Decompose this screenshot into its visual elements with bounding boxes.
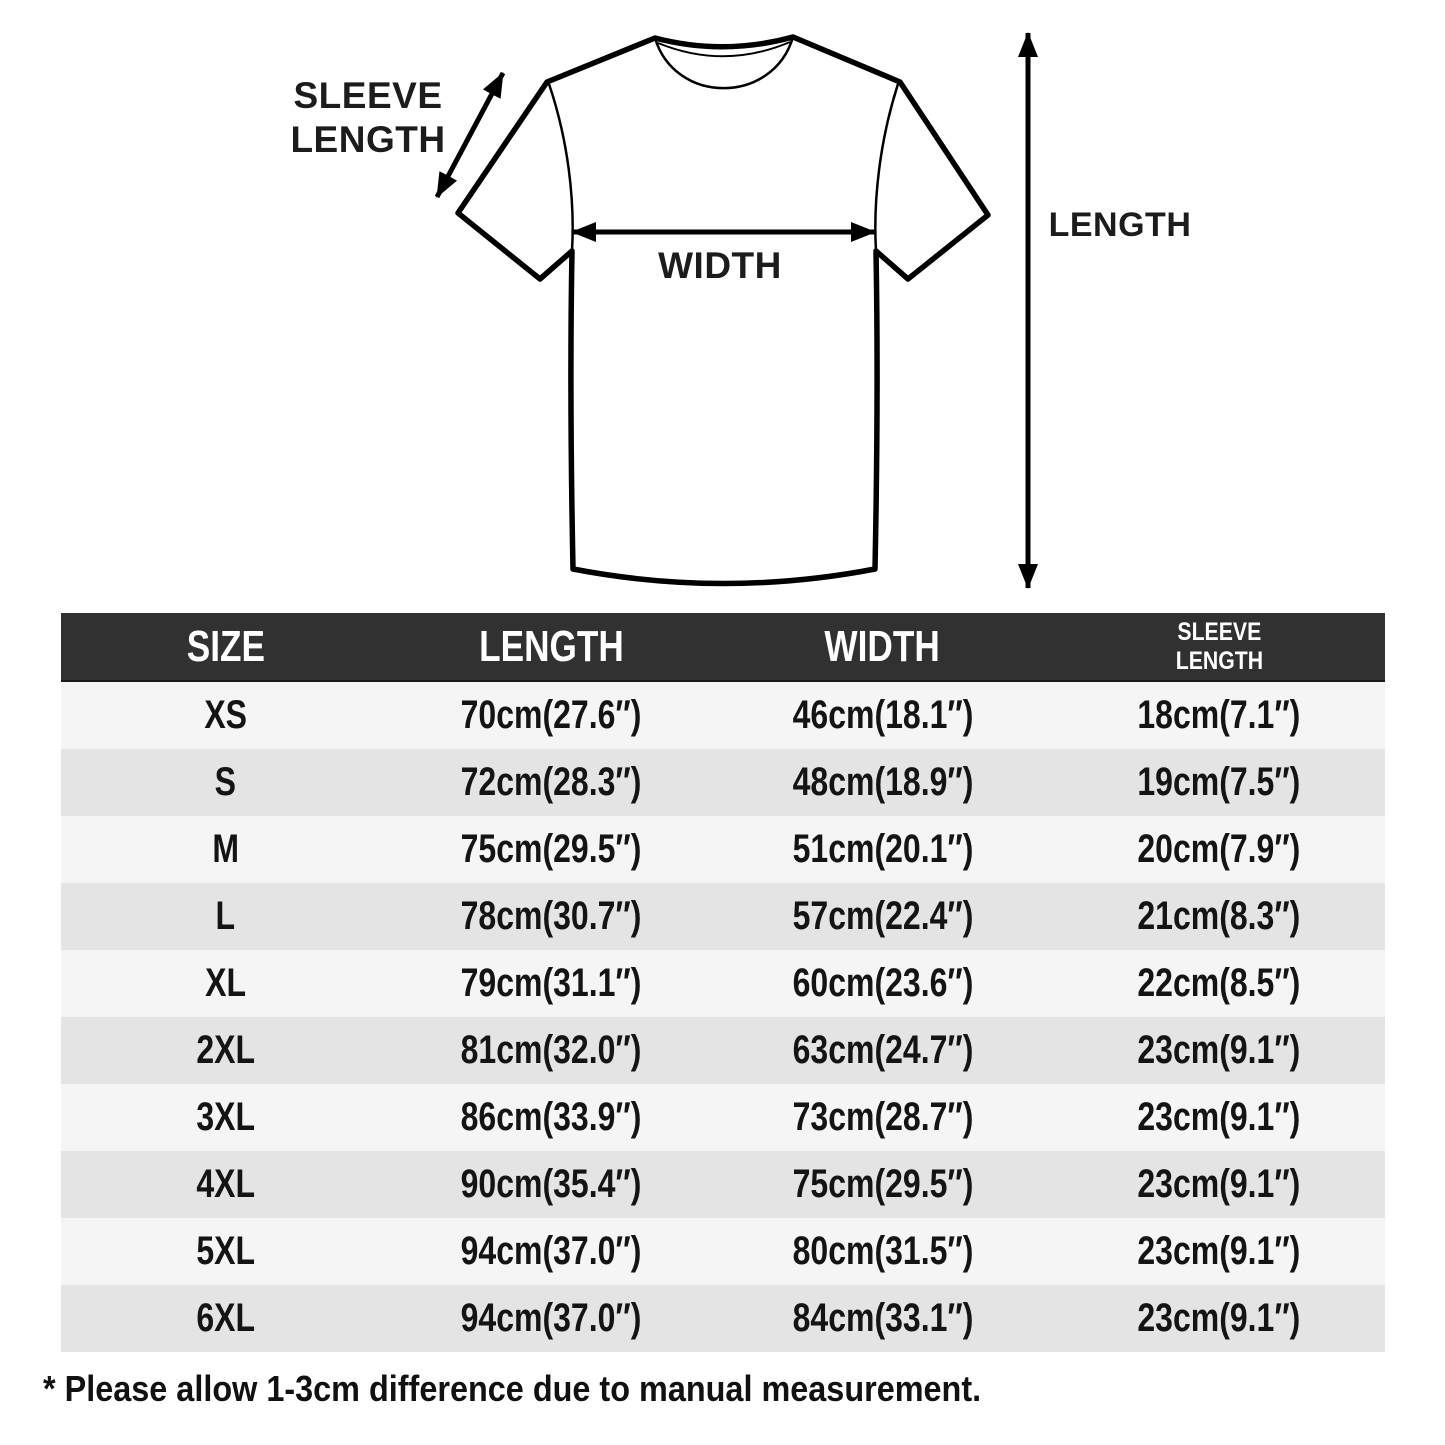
table-row <box>61 950 1385 1017</box>
table-row <box>61 1218 1385 1285</box>
cell-width: 84cm(33.1″) <box>792 1296 973 1340</box>
cell-sleeve: 23cm(9.1″) <box>1137 1296 1301 1340</box>
cell-width: 63cm(24.7″) <box>792 1028 973 1072</box>
cell-length: 75cm(29.5″) <box>460 827 642 871</box>
cell-length: 94cm(37.0″) <box>460 1229 642 1273</box>
cell-length: 90cm(35.4″) <box>460 1162 642 1206</box>
cell-sleeve: 20cm(7.9″) <box>1137 827 1301 871</box>
cell-size: 5XL <box>196 1229 255 1273</box>
tshirt-measurement-diagram <box>0 0 1445 613</box>
cell-size: M <box>212 827 239 871</box>
cell-sleeve: 23cm(9.1″) <box>1137 1229 1301 1273</box>
cell-length: 79cm(31.1″) <box>460 961 642 1005</box>
sleeve-length-label-line1: SLEEVE <box>293 75 443 116</box>
cell-sleeve: 23cm(9.1″) <box>1137 1095 1301 1139</box>
cell-length: 78cm(30.7″) <box>460 894 642 938</box>
cell-length: 72cm(28.3″) <box>460 760 642 804</box>
cell-width: 57cm(22.4″) <box>792 894 973 938</box>
tshirt-body-outline <box>458 37 988 584</box>
cell-length: 70cm(27.6″) <box>460 693 642 737</box>
cell-sleeve: 21cm(8.3″) <box>1137 894 1301 938</box>
table-row <box>61 1084 1385 1151</box>
table-row <box>61 816 1385 883</box>
table-row <box>61 883 1385 950</box>
cell-length: 94cm(37.0″) <box>460 1296 642 1340</box>
cell-sleeve: 19cm(7.5″) <box>1137 760 1301 804</box>
measurement-footnote: * Please allow 1-3cm difference due to manual measurement. <box>43 1368 982 1409</box>
cell-sleeve: 18cm(7.1″) <box>1137 693 1301 737</box>
cell-sleeve: 22cm(8.5″) <box>1137 961 1301 1005</box>
cell-sleeve: 23cm(9.1″) <box>1137 1028 1301 1072</box>
cell-width: 51cm(20.1″) <box>792 827 973 871</box>
table-row <box>61 749 1385 816</box>
width-label: WIDTH <box>658 245 782 286</box>
cell-size: S <box>214 760 237 804</box>
header-size: SIZE <box>186 621 265 671</box>
cell-width: 60cm(23.6″) <box>792 961 973 1005</box>
cell-size: 2XL <box>196 1028 255 1072</box>
cell-size: 4XL <box>196 1162 255 1206</box>
table-row <box>61 1017 1385 1084</box>
table-header-row <box>61 613 1385 682</box>
cell-size: 3XL <box>196 1095 255 1139</box>
tshirt-outline-drawing <box>0 0 1445 613</box>
cell-size: XL <box>205 961 246 1005</box>
cell-width: 48cm(18.9″) <box>792 760 973 804</box>
length-label: LENGTH <box>1048 206 1192 244</box>
sleeve-length-label-line2: LENGTH <box>290 119 446 160</box>
cell-size: XS <box>204 693 247 737</box>
cell-length: 86cm(33.9″) <box>460 1095 642 1139</box>
cell-width: 80cm(31.5″) <box>792 1229 973 1273</box>
cell-width: 46cm(18.1″) <box>792 693 973 737</box>
cell-length: 81cm(32.0″) <box>460 1028 642 1072</box>
cell-size: 6XL <box>196 1296 255 1340</box>
table-row <box>61 1285 1385 1352</box>
cell-size: L <box>215 894 236 938</box>
sleeve-length-label <box>240 74 496 162</box>
header-sleeve-length: SLEEVE LENGTH <box>1175 617 1263 675</box>
table-row <box>61 682 1385 749</box>
cell-sleeve: 23cm(9.1″) <box>1137 1162 1301 1206</box>
cell-width: 75cm(29.5″) <box>792 1162 973 1206</box>
header-length: LENGTH <box>478 621 624 671</box>
header-width: WIDTH <box>824 621 941 671</box>
table-row <box>61 1151 1385 1218</box>
cell-width: 73cm(28.7″) <box>792 1095 973 1139</box>
size-chart-table <box>61 613 1385 1352</box>
